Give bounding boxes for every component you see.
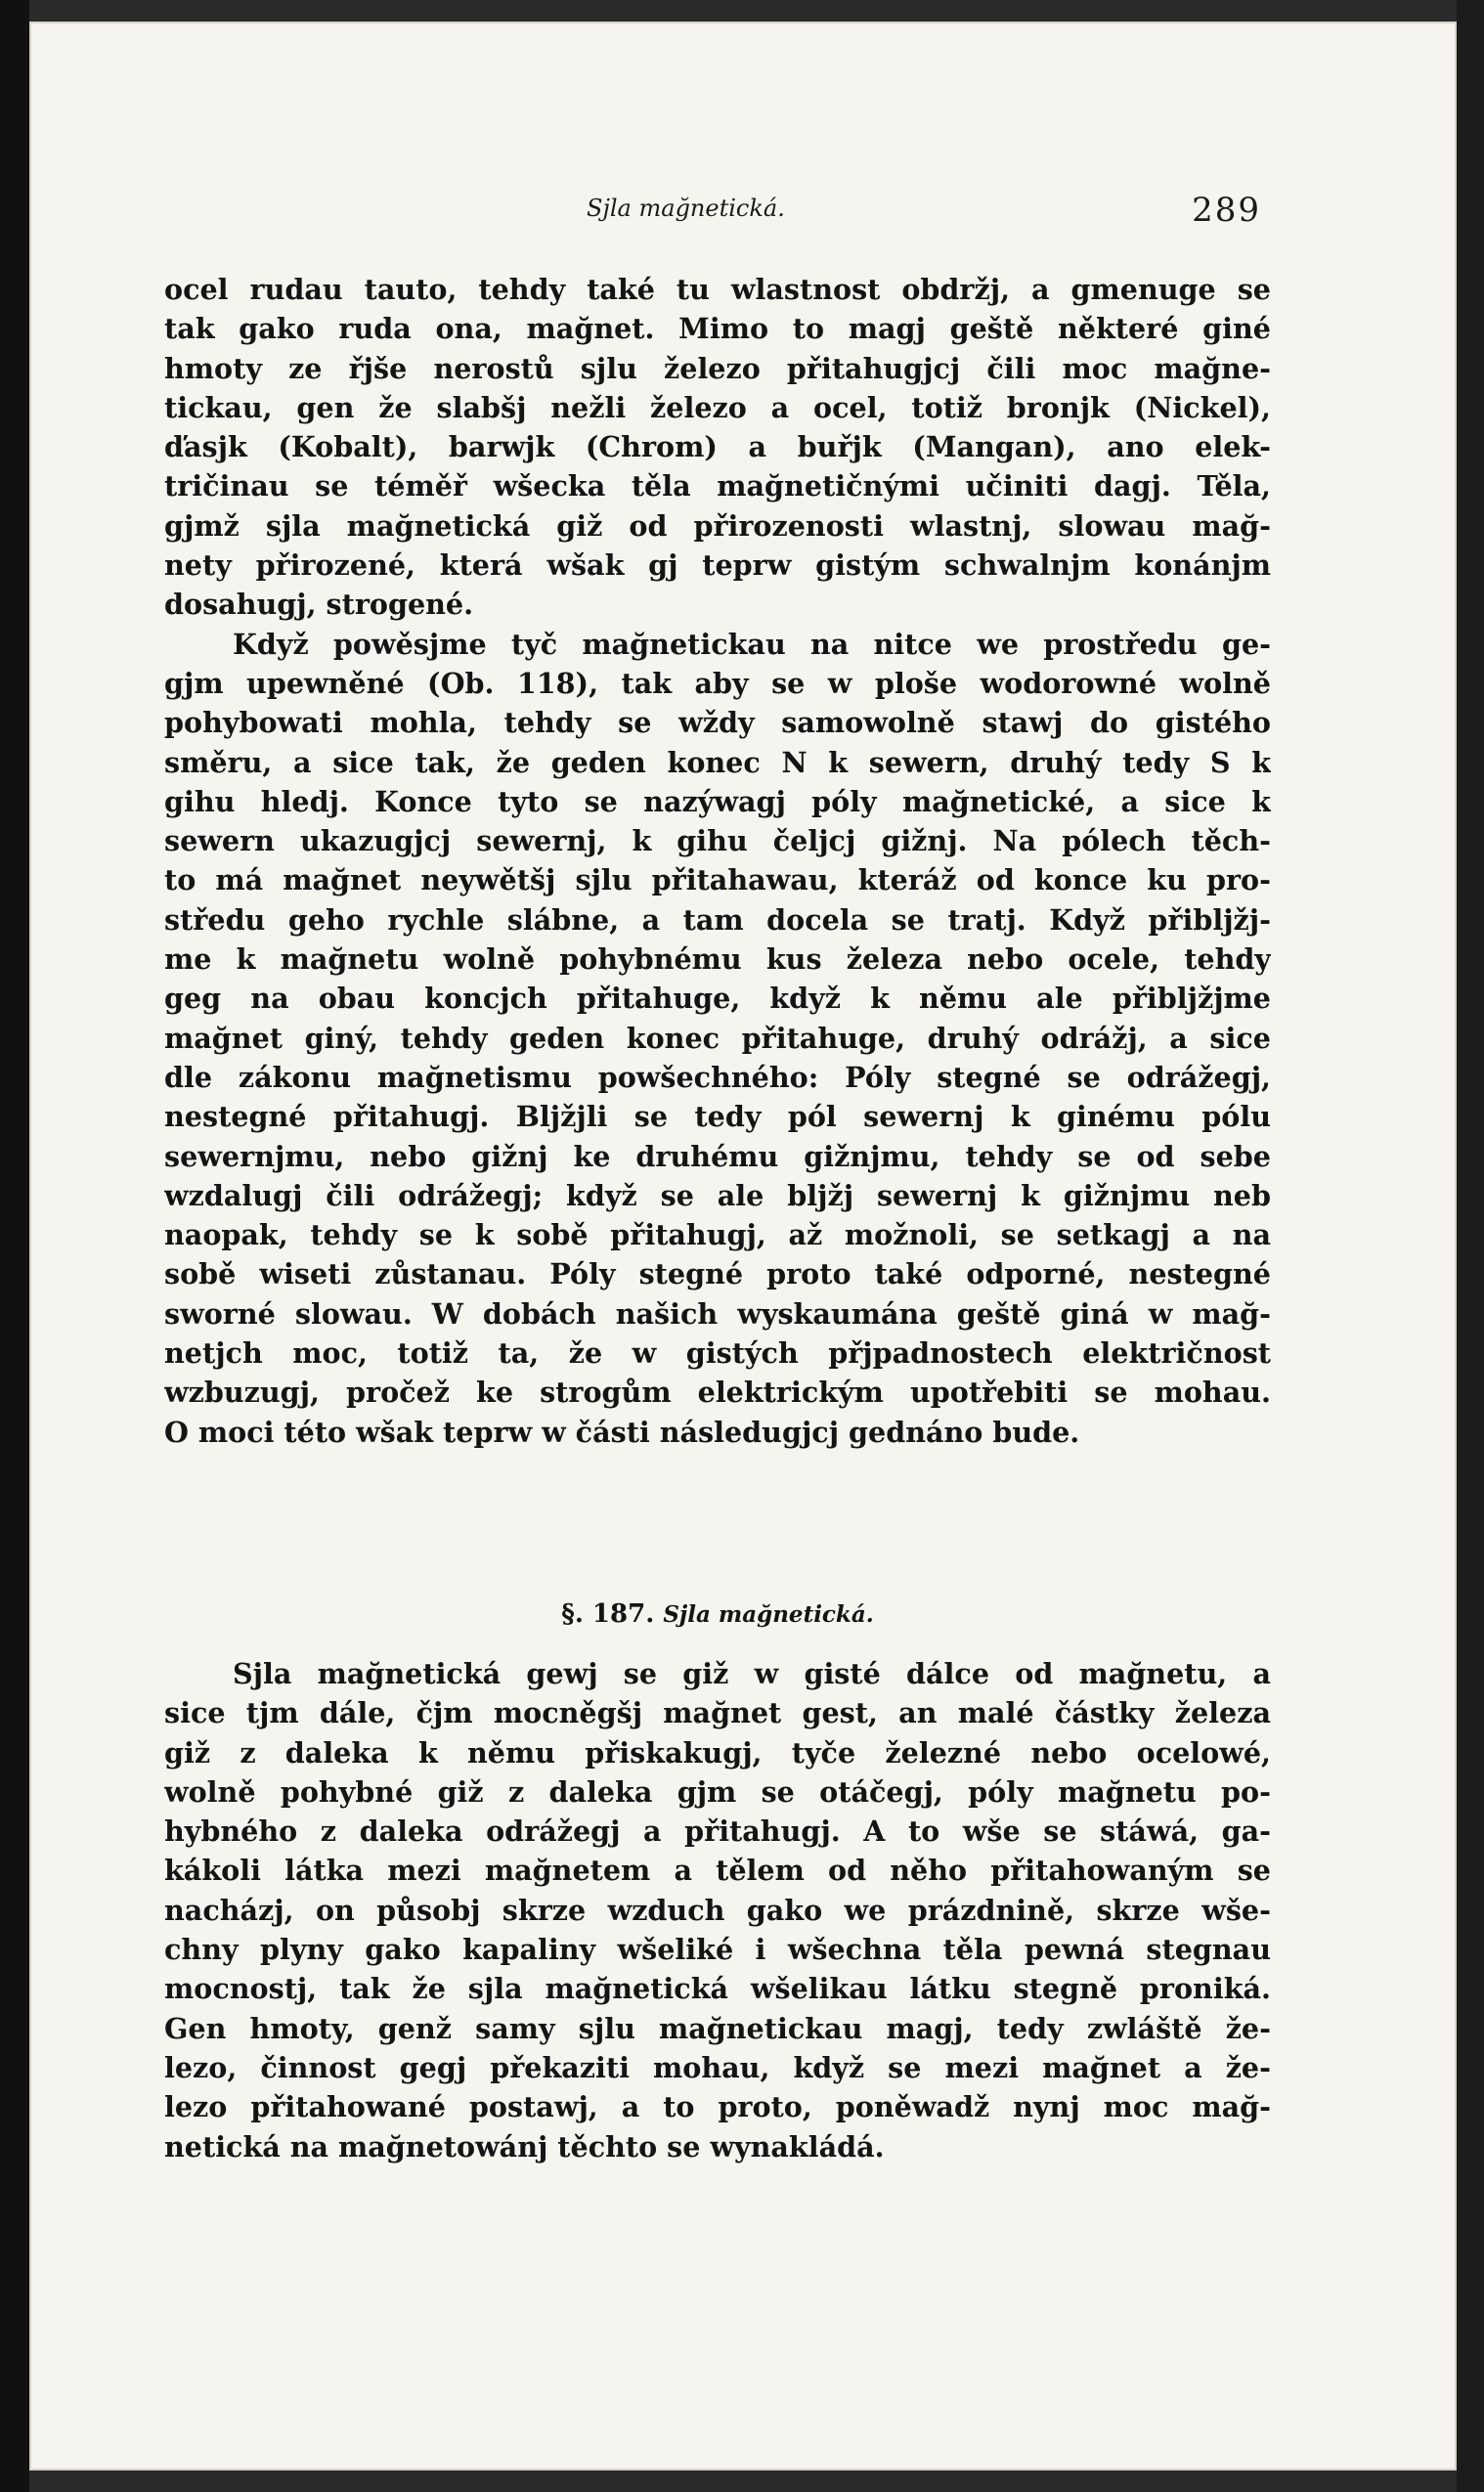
text-line: me k mağnetu wolně pohybnému kus železa nebo ocele, tehdy — [164, 942, 1271, 977]
text-line: nety přirozené, která wšak gj teprw gistým schwalnjm konánjm — [164, 548, 1271, 583]
text-line: pohybowati mohla, tehdy se wždy samowolně stawj do gistého — [164, 706, 1271, 740]
text-line: dosahugj, strogené. — [164, 588, 474, 622]
section-title: Sjla mağnetická. — [663, 1601, 874, 1628]
text-line: sewernjmu, nebo gižnj ke druhému gižnjmu, tehdy se od sebe — [164, 1139, 1271, 1173]
text-line: Když powěsjme tyč mağnetickau na nitce we prostředu ge- — [233, 627, 1271, 661]
text-line: ďasjk (Kobalt), barwjk (Chrom) a buřjk (Mangan), ano elek- — [164, 430, 1271, 464]
text-line: wzbuzugj, pročež ke strogům elektrickým upotřebiti se mohau. — [164, 1376, 1271, 1410]
text-line: lezo, činnost gegj překaziti mohau, když se mezi mağnet a že- — [164, 2050, 1271, 2084]
text-line: lezo přitahowané postawj, a to proto, poněwadž nynj moc mağ- — [164, 2090, 1271, 2124]
text-line: tak gako ruda ona, mağnet. Mimo to magj geště některé giné — [164, 312, 1271, 346]
text-line: geg na obau koncjch přitahuge, když k němu ale přibljžjme — [164, 982, 1271, 1016]
text-line: Sjla mağnetická gewj se giž w gisté dálce od mağnetu, a — [233, 1657, 1271, 1690]
paragraph-1 — [164, 270, 1271, 625]
text-line: hybného z daleka odrážegj a přitahugj. A to wše se stáwá, ga- — [164, 1814, 1271, 1849]
text-line: sobě wiseti zůstanau. Póly stegné proto také odporné, nestegné — [164, 1257, 1271, 1291]
text-line: wzdalugj čili odrážegj; když se ale bljžj sewernj k gižnjmu neb — [164, 1178, 1271, 1212]
section-heading — [164, 1599, 1271, 1629]
text-line: tričinau se téměř wšecka těla mağnetičnými učiniti dagj. Těla, — [164, 469, 1271, 503]
text-line: nestegné přitahugj. Bljžjli se tedy pól sewernj k ginému pólu — [164, 1100, 1271, 1134]
text-line: hmoty ze řjše nerostů sjlu železo přitahugjcj čili moc mağne- — [164, 351, 1271, 385]
body-text — [164, 270, 1271, 1452]
text-line: gjm upewněné (Ob. 118), tak aby se w ploše wodorowné wolně — [164, 666, 1271, 700]
text-line: nacházj, on působj skrze wzduch gako we prázdnině, skrze wše- — [164, 1893, 1271, 1927]
body-text-section — [164, 1654, 1271, 2166]
text-line: sworné slowau. W dobách našich wyskaumána geště giná w mağ- — [164, 1296, 1271, 1331]
text-line: dle zákonu mağnetismu powšechného: Póly stegné se odrážegj, — [164, 1060, 1271, 1094]
text-line: tickau, gen že slabšj nežli železo a ocel, totiž bronjk (Nickel), — [164, 390, 1271, 424]
text-line: mağnet giný, tehdy geden konec přitahuge, druhý odrážj, a sice — [164, 1021, 1271, 1055]
running-title: Sjla mağnetická. — [587, 195, 785, 222]
text-line: gihu hledj. Konce tyto se nazýwagj póly mağnetické, a sice k — [164, 784, 1271, 818]
text-line: to má mağnet neywětšj sjlu přitahawau, kteráž od konce ku pro- — [164, 863, 1271, 897]
section-number: §. 187. — [561, 1599, 655, 1629]
text-line: O moci této wšak teprw w části následugjcj gednáno bude. — [164, 1415, 1080, 1449]
text-line: Gen hmoty, genž samy sjlu mağnetickau magj, tedy zwláště že- — [164, 2011, 1271, 2045]
text-line: netjch moc, totiž ta, že w gistých přjpadnostech električnost — [164, 1336, 1271, 1371]
text-line: sice tjm dále, čjm mocněgšj mağnet gest, an malé částky železa — [164, 1696, 1271, 1730]
text-line: středu geho rychle slábne, a tam docela se tratj. Když přibljžj- — [164, 902, 1271, 937]
text-line: směru, a sice tak, že geden konec N k sewern, druhý tedy S k — [164, 745, 1271, 779]
running-head — [166, 191, 1261, 230]
text-line: giž z daleka k němu přiskakugj, tyče železné nebo ocelowé, — [164, 1735, 1271, 1770]
scan-left-edge — [0, 0, 29, 2492]
text-line: mocnostj, tak že sjla mağnetická wšelikau látku stegně proniká. — [164, 1972, 1271, 2006]
text-line: ocel rudau tauto, tehdy také tu wlastnost obdržj, a gmenuge se — [164, 273, 1271, 306]
text-line: sewern ukazugjcj sewernj, k gihu čeljcj gižnj. Na pólech těch- — [164, 824, 1271, 858]
scan-right-edge — [1457, 0, 1484, 2492]
paragraph-3 — [164, 1654, 1271, 2166]
text-line: wolně pohybné giž z daleka gjm se otáčegj, póly mağnetu po- — [164, 1774, 1271, 1809]
text-line: gjmž sjla mağnetická giž od přirozenosti wlastnj, slowau mağ- — [164, 508, 1271, 543]
page-number: 289 — [1192, 191, 1261, 230]
text-line: kákoli látka mezi mağnetem a tělem od něho přitahowaným se — [164, 1854, 1271, 1888]
text-line: naopak, tehdy se k sobě přitahugj, až možnoli, se setkagj a na — [164, 1218, 1271, 1252]
paragraph-2 — [164, 625, 1271, 1452]
text-line: netická na mağnetowánj těchto se wynakládá. — [164, 2129, 885, 2164]
text-line: chny plyny gako kapaliny wšeliké i wšechna těla pewná stegnau — [164, 1933, 1271, 1967]
